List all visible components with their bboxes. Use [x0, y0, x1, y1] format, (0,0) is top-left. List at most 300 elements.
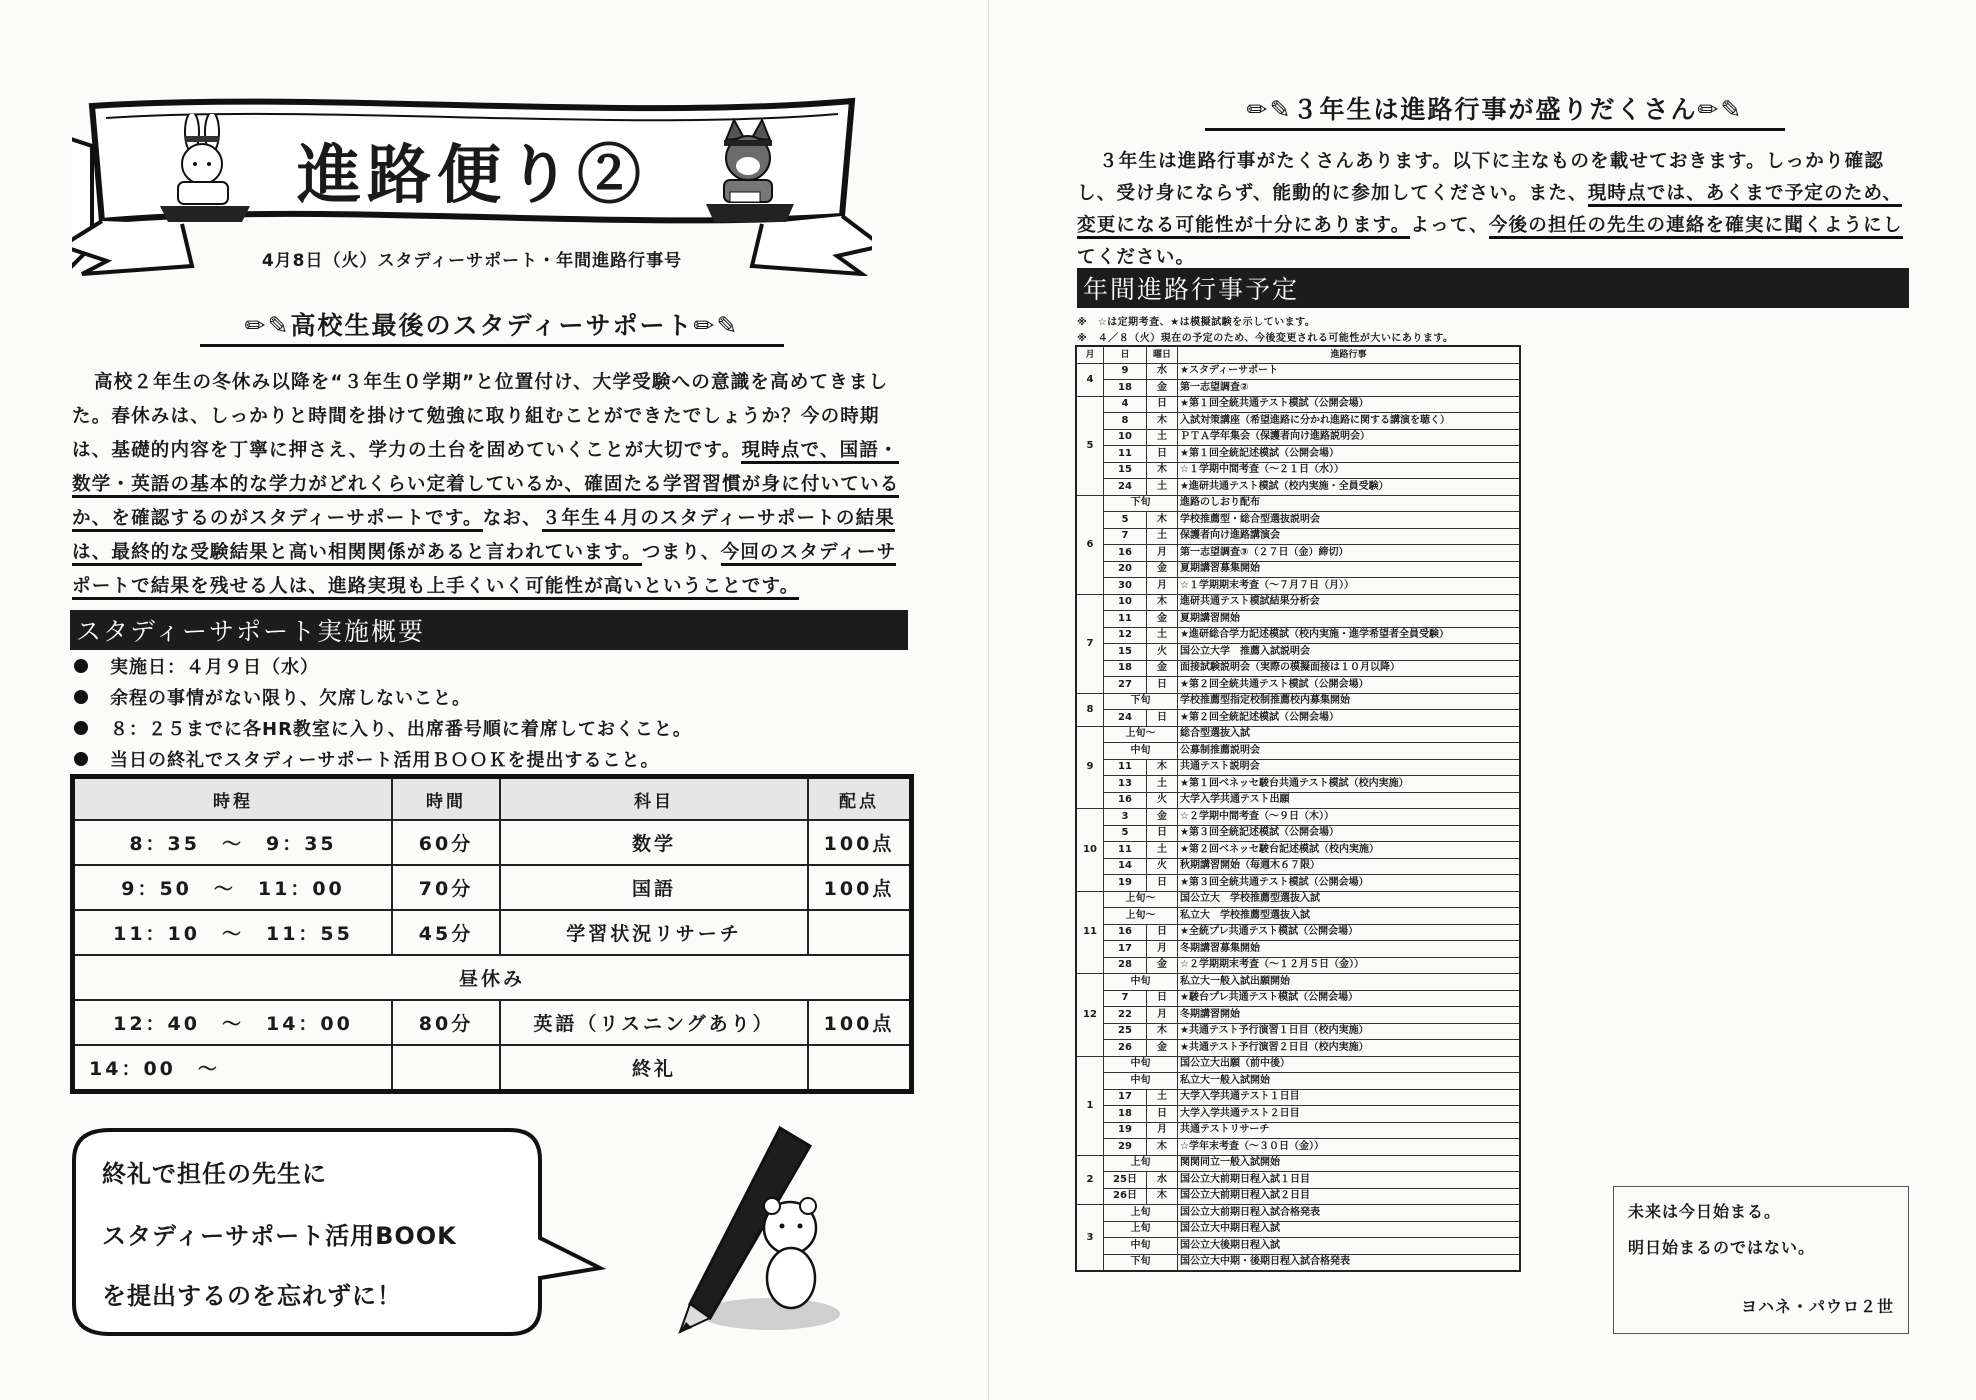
table-row	[1076, 479, 1520, 496]
cell-event: 冬期講習開始	[1178, 1007, 1521, 1024]
cell-event: ★第３回全統記述模試（公開会場）	[1178, 825, 1521, 842]
cell-event: 面接試験説明会（実際の模擬面接は１０月以降）	[1178, 660, 1521, 677]
right-page	[988, 0, 1976, 1400]
cell-event: 私立大一般入試開始	[1178, 1073, 1521, 1090]
cell-points: 100点	[808, 820, 912, 865]
cell-day: 3	[1104, 809, 1147, 826]
table-row	[1076, 594, 1520, 611]
table-row	[73, 820, 912, 865]
cell-day: 7	[1104, 990, 1147, 1007]
bubble-line-2: スタディーサポート活用BOOK	[102, 1222, 457, 1250]
cell-weekday: 火	[1147, 644, 1178, 661]
events-text-1: ３年生は進路行事がたくさんあります。以下に主なものを載せておきます。しっかり確認し、受け身にならず、能動的に参加してください。また、	[1077, 151, 1885, 204]
cell-subject: 英語（リスニングあり）	[500, 1000, 808, 1045]
list-item	[74, 712, 914, 743]
table-row	[1076, 528, 1520, 545]
col-header-time: 時程	[73, 777, 393, 821]
table-row	[1076, 380, 1520, 397]
cell-day: 14	[1104, 858, 1147, 875]
bullet-icon	[74, 721, 88, 735]
cell-day: 19	[1104, 875, 1147, 892]
overview-bar: スタディーサポート実施概要	[70, 610, 908, 650]
cell-day: 5	[1104, 512, 1147, 529]
cell-weekday: 木	[1147, 512, 1178, 529]
cell-day: 26	[1104, 1040, 1147, 1057]
cell-event: 冬期講習募集開始	[1178, 941, 1521, 958]
cell-event: 総合型選抜入試	[1178, 726, 1521, 743]
cell-event: 共通テスト説明会	[1178, 759, 1521, 776]
bullet-icon	[74, 659, 88, 673]
cell-period: 上旬～	[1104, 726, 1178, 743]
bullet-icon	[74, 752, 88, 766]
cell-event: 関関同立一般入試開始	[1178, 1155, 1521, 1172]
table-row	[1076, 677, 1520, 694]
events-col-month: 月	[1076, 346, 1104, 363]
cell-weekday: 土	[1147, 528, 1178, 545]
intro-underline-1: 現時点で、国語・数学・英語の基本的な学力がどれくらい定着しているか、確固たる学習習慣が身に付いているか、を確認するのがスタディーサポートです。	[72, 440, 899, 532]
bullet-text: 余程の事情がない限り、欠席しないこと。	[110, 687, 471, 709]
overview-list	[74, 650, 914, 774]
cell-event: 大学入学共通テスト出願	[1178, 792, 1521, 809]
cell-event: 共通テストリサーチ	[1178, 1122, 1521, 1139]
cell-day: 11	[1104, 446, 1147, 463]
table-row	[1076, 1106, 1520, 1123]
table-row	[1076, 1155, 1520, 1172]
cell-period: 中旬	[1104, 974, 1178, 991]
cell-event: 保護者向け進路講演会	[1178, 528, 1521, 545]
cell-event: ★第２回ベネッセ駿台記述模試（校内実施）	[1178, 842, 1521, 859]
cell-weekday: 土	[1147, 1089, 1178, 1106]
table-row	[1076, 792, 1520, 809]
quote-line-2: 明日始まるのではない。	[1628, 1238, 1816, 1257]
cell-event: ☆１学期中間考査（～２１日（水））	[1178, 462, 1521, 479]
table-row	[1076, 495, 1520, 512]
cell-period: 上旬	[1104, 1155, 1178, 1172]
cell-weekday: 土	[1147, 479, 1178, 496]
page-title: 進路便り②	[297, 138, 647, 213]
cell-month: 9	[1076, 726, 1104, 809]
table-row	[1076, 726, 1520, 743]
events-text-2: よって、	[1410, 215, 1489, 236]
cell-weekday: 木	[1147, 759, 1178, 776]
rabbit-mascot-icon	[150, 114, 260, 224]
cell-event: ★第２回全統共通テスト模試（公開会場）	[1178, 677, 1521, 694]
cell-day: 18	[1104, 1106, 1147, 1123]
cell-day: 24	[1104, 479, 1147, 496]
list-item	[74, 681, 914, 712]
annual-events-table	[1075, 345, 1521, 1272]
table-row	[1076, 644, 1520, 661]
cell-event: 国公立大学 推薦入試説明会	[1178, 644, 1521, 661]
cell-day: 4	[1104, 396, 1147, 413]
cell-event: ★第２回全統記述模試（公開会場）	[1178, 710, 1521, 727]
cell-event: ☆２学期中間考査（～９日（木））	[1178, 809, 1521, 826]
cell-day: 16	[1104, 924, 1147, 941]
cell-subject: 数学	[500, 820, 808, 865]
table-row	[1076, 561, 1520, 578]
bubble-line-3: を提出するのを忘れずに！	[102, 1282, 402, 1310]
cell-day: 25日	[1104, 1172, 1147, 1189]
cell-day: 15	[1104, 462, 1147, 479]
reminder-speech-bubble	[70, 1128, 590, 1336]
cell-event: 大学入学共通テスト２日目	[1178, 1106, 1521, 1123]
cell-day: 28	[1104, 957, 1147, 974]
cell-event: ★駿台プレ共通テスト模試（公開会場）	[1178, 990, 1521, 1007]
table-row-lunch	[73, 955, 912, 1000]
table-row	[1076, 710, 1520, 727]
cell-period: 上旬～	[1104, 891, 1178, 908]
cell-day: 20	[1104, 561, 1147, 578]
cell-event: 私立大一般入試出願開始	[1178, 974, 1521, 991]
table-row	[1076, 743, 1520, 760]
cell-weekday: 金	[1147, 380, 1178, 397]
table-row	[1076, 858, 1520, 875]
schedule-note-2: ※ ４／８（火）現在の予定のため、今後変更される可能性が大いにあります。	[1077, 333, 1454, 344]
cell-event: 国公立大後期日程入試	[1178, 1238, 1521, 1255]
events-col-day: 日	[1104, 346, 1147, 363]
cell-period: 上旬	[1104, 1205, 1178, 1222]
table-row	[1076, 825, 1520, 842]
bullet-text: ８：２５までに各HR教室に入り、出席番号順に着席しておくこと。	[110, 718, 692, 740]
cell-time: 11：10 ～ 11：55	[73, 910, 393, 955]
cell-points: 100点	[808, 865, 912, 910]
cell-period: 上旬～	[1104, 908, 1178, 925]
cell-event: 学校推薦型・総合型選抜説明会	[1178, 512, 1521, 529]
schedule-note-1: ※ ☆は定期考査、★は模擬試験を示しています。	[1077, 317, 1316, 328]
cell-period: 下旬	[1104, 495, 1178, 512]
fox-mascot-icon	[694, 114, 804, 224]
table-row	[1076, 1073, 1520, 1090]
table-row	[1076, 413, 1520, 430]
cell-event: 私立大 学校推薦型選抜入試	[1178, 908, 1521, 925]
cell-weekday: 金	[1147, 1040, 1178, 1057]
cell-duration: 70分	[392, 865, 500, 910]
cell-weekday: 月	[1147, 545, 1178, 562]
table-row	[1076, 545, 1520, 562]
cell-day: 7	[1104, 528, 1147, 545]
cell-day: 24	[1104, 710, 1147, 727]
cell-weekday: 金	[1147, 809, 1178, 826]
table-row	[1076, 1205, 1520, 1222]
cell-day: 18	[1104, 380, 1147, 397]
cell-period: 中旬	[1104, 743, 1178, 760]
table-row	[1076, 842, 1520, 859]
table-row	[1076, 396, 1520, 413]
cell-lunch: 昼休み	[73, 955, 912, 1000]
cell-day: 27	[1104, 677, 1147, 694]
cell-day: 12	[1104, 627, 1147, 644]
cell-event: ☆１学期期末考査（～７月７日（月））	[1178, 578, 1521, 595]
cell-time: 14：00 ～	[73, 1045, 393, 1092]
cell-day: 26日	[1104, 1188, 1147, 1205]
cell-event: 夏期講習募集開始	[1178, 561, 1521, 578]
cell-month: 8	[1076, 693, 1104, 726]
cell-event: 第一志望調査③（２７日（金）締切）	[1178, 545, 1521, 562]
table-row	[1076, 1172, 1520, 1189]
cell-day: 11	[1104, 842, 1147, 859]
events-header-row	[1076, 346, 1520, 363]
table-row	[1076, 1221, 1520, 1238]
table-header-row	[73, 777, 912, 821]
events-col-event: 進路行事	[1178, 346, 1521, 363]
cell-event: 入試対策講座（希望進路に分かれ進路に関する講演を聴く）	[1178, 413, 1521, 430]
cell-time: 9：50 ～ 11：00	[73, 865, 393, 910]
cell-weekday: 金	[1147, 957, 1178, 974]
table-row	[1076, 891, 1520, 908]
cell-event: 進路のしおり配布	[1178, 495, 1521, 512]
table-row	[1076, 776, 1520, 793]
cell-weekday: 金	[1147, 611, 1178, 628]
table-row	[73, 1000, 912, 1045]
page-subtitle: 4月8日（火）スタディーサポート・年間進路行事号	[261, 251, 683, 271]
quote-box	[1613, 1186, 1909, 1334]
events-table-body	[1076, 363, 1520, 1271]
cell-day: 9	[1104, 363, 1147, 380]
table-row	[1076, 1139, 1520, 1156]
annual-schedule-bar: 年間進路行事予定	[1077, 268, 1909, 308]
table-row	[1076, 627, 1520, 644]
table-row	[1076, 974, 1520, 991]
intro-text-1: 高校２年生の冬休み以降を“３年生０学期”と位置付け、大学受験への意識を高めてきました。春休みは、しっかりと時間を掛けて勉強に取り組むことができたでしょうか？今の時期は、基礎的内容を丁寧に押さえ、学力の土台を固めていくことが大切です。	[72, 372, 889, 461]
cell-event: 夏期講習開始	[1178, 611, 1521, 628]
table-row	[1076, 660, 1520, 677]
intro-underline-3: 今回のスタディーサポートで結果を残せる人は、進路実現も上手くいく可能性が高いということです。	[72, 542, 896, 600]
cell-day: 17	[1104, 1089, 1147, 1106]
table-row	[1076, 429, 1520, 446]
cell-weekday: 日	[1147, 710, 1178, 727]
cell-weekday: 火	[1147, 858, 1178, 875]
cell-weekday: 木	[1147, 462, 1178, 479]
cell-weekday: 火	[1147, 792, 1178, 809]
table-row	[1076, 924, 1520, 941]
events-intro-paragraph	[1077, 146, 1909, 274]
cell-duration: 45分	[392, 910, 500, 955]
bullet-text: 当日の終礼でスタディーサポート活用ＢＯＯＫを提出すること。	[110, 749, 660, 771]
table-row	[1076, 1238, 1520, 1255]
cell-weekday: 水	[1147, 363, 1178, 380]
cell-weekday: 月	[1147, 578, 1178, 595]
cell-duration	[392, 1045, 500, 1092]
table-row	[1076, 1056, 1520, 1073]
table-row	[1076, 875, 1520, 892]
table-row	[1076, 1007, 1520, 1024]
cell-day: 30	[1104, 578, 1147, 595]
cell-points	[808, 1045, 912, 1092]
cell-time: 8：35 ～ 9：35	[73, 820, 393, 865]
cell-event: 学校推薦型指定校制推薦校内募集開始	[1178, 693, 1521, 710]
cell-duration: 80分	[392, 1000, 500, 1045]
intro-underline-2: ３年生４月のスタディーサポートの結果は、最終的な受験結果と高い相関関係があると言われています。	[72, 508, 895, 566]
cell-duration: 60分	[392, 820, 500, 865]
cell-event: 国公立大中期日程入試	[1178, 1221, 1521, 1238]
cell-day: 11	[1104, 611, 1147, 628]
cell-weekday: 木	[1147, 1139, 1178, 1156]
list-item	[74, 650, 914, 681]
cell-period: 中旬	[1104, 1073, 1178, 1090]
table-row	[1076, 1188, 1520, 1205]
cell-event: ★第１回ベネッセ駿台共通テスト模試（校内実施）	[1178, 776, 1521, 793]
cell-weekday: 月	[1147, 941, 1178, 958]
cell-weekday: 土	[1147, 776, 1178, 793]
cell-month: 7	[1076, 594, 1104, 693]
list-item	[74, 743, 914, 774]
table-row	[1076, 462, 1520, 479]
cell-day: 15	[1104, 644, 1147, 661]
cell-weekday: 金	[1147, 561, 1178, 578]
cell-event: ★共通テスト予行演習１日目（校内実施）	[1178, 1023, 1521, 1040]
cell-event: ★第１回全統記述模試（公開会場）	[1178, 446, 1521, 463]
cell-day: 16	[1104, 792, 1147, 809]
cell-weekday: 土	[1147, 842, 1178, 859]
cell-event: 国公立大 学校推薦型選抜入試	[1178, 891, 1521, 908]
cell-weekday: 水	[1147, 1172, 1178, 1189]
cell-weekday: 月	[1147, 1122, 1178, 1139]
table-row	[1076, 759, 1520, 776]
table-row	[1076, 611, 1520, 628]
table-row	[1076, 363, 1520, 380]
cell-weekday: 金	[1147, 660, 1178, 677]
col-header-duration: 時間	[392, 777, 500, 821]
section-heading-study-support: ✏✎高校生最後のスタディーサポート✏✎	[200, 306, 784, 347]
cell-month: 2	[1076, 1155, 1104, 1205]
cell-event: 秋期講習開始（毎週木６７限）	[1178, 858, 1521, 875]
events-underline-2: 今後の担任の先生の連絡を確実に聞くようにしてください。	[1077, 215, 1903, 271]
cell-day: 10	[1104, 429, 1147, 446]
cell-event: ☆２学期期末考査（～１２月５日（金））	[1178, 957, 1521, 974]
cell-month: 5	[1076, 396, 1104, 495]
cell-period: 下旬	[1104, 693, 1178, 710]
col-header-subject: 科目	[500, 777, 808, 821]
bullet-icon	[74, 690, 88, 704]
cell-event: ★スタディーサポート	[1178, 363, 1521, 380]
cell-period: 中旬	[1104, 1238, 1178, 1255]
cell-event: 国公立大中期・後期日程入試合格発表	[1178, 1254, 1521, 1271]
cell-event: ★進研総合学力記述模試（校内実施・進学希望者全員受験）	[1178, 627, 1521, 644]
schedule-table	[70, 774, 914, 1094]
cell-day: 16	[1104, 545, 1147, 562]
cell-day: 22	[1104, 1007, 1147, 1024]
section-heading-events: ✏✎３年生は進路行事が盛りだくさん✏✎	[1205, 90, 1785, 131]
cell-month: 12	[1076, 974, 1104, 1057]
cell-weekday: 日	[1147, 990, 1178, 1007]
cell-event: 大学入学共通テスト１日目	[1178, 1089, 1521, 1106]
cell-points	[808, 910, 912, 955]
cell-event: ☆学年末考査（～３０日（金））	[1178, 1139, 1521, 1156]
table-row	[1076, 1023, 1520, 1040]
cell-event: 国公立大前期日程入試１日目	[1178, 1172, 1521, 1189]
cell-day: 17	[1104, 941, 1147, 958]
cell-weekday: 日	[1147, 924, 1178, 941]
bullet-text: 実施日：４月９日（水）	[110, 656, 319, 678]
cell-event: ★第１回全統共通テスト模試（公開会場）	[1178, 396, 1521, 413]
quote-author: ヨハネ・パウロ２世	[1740, 1297, 1894, 1316]
cell-month: 11	[1076, 891, 1104, 974]
cell-day: 13	[1104, 776, 1147, 793]
table-row	[73, 910, 912, 955]
table-row	[1076, 1089, 1520, 1106]
cell-day: 19	[1104, 1122, 1147, 1139]
cell-period: 下旬	[1104, 1254, 1178, 1271]
cell-period: 上旬	[1104, 1221, 1178, 1238]
cell-weekday: 日	[1147, 396, 1178, 413]
cell-day: 18	[1104, 660, 1147, 677]
cell-weekday: 木	[1147, 1023, 1178, 1040]
cell-day: 29	[1104, 1139, 1147, 1156]
table-row	[1076, 512, 1520, 529]
quote-line-1: 未来は今日始まる。	[1628, 1202, 1782, 1221]
cell-day: 10	[1104, 594, 1147, 611]
table-row	[1076, 941, 1520, 958]
cell-day: 11	[1104, 759, 1147, 776]
cell-event: 第一志望調査②	[1178, 380, 1521, 397]
cell-time: 12：40 ～ 14：00	[73, 1000, 393, 1045]
table-row	[1076, 990, 1520, 1007]
intro-text-3: つまり、	[641, 542, 721, 563]
cell-weekday: 日	[1147, 446, 1178, 463]
cell-event: ★全統プレ共通テスト模試（公開会場）	[1178, 924, 1521, 941]
col-header-points: 配点	[808, 777, 912, 821]
cell-event: ★進研共通テスト模試（校内実施・全員受験）	[1178, 479, 1521, 496]
cell-event: ★共通テスト予行演習２日目（校内実施）	[1178, 1040, 1521, 1057]
table-row	[1076, 693, 1520, 710]
cell-event: 公募制推薦説明会	[1178, 743, 1521, 760]
cell-month: 1	[1076, 1056, 1104, 1155]
cell-weekday: 木	[1147, 1188, 1178, 1205]
cell-day: 25	[1104, 1023, 1147, 1040]
cell-event: 進研共通テスト模試結果分析会	[1178, 594, 1521, 611]
cell-event: ★第３回全統共通テスト模試（公開会場）	[1178, 875, 1521, 892]
cell-weekday: 土	[1147, 429, 1178, 446]
table-row	[73, 1045, 912, 1092]
cell-event: 国公立大出願（前中後）	[1178, 1056, 1521, 1073]
intro-paragraph	[72, 366, 908, 604]
cell-period: 中旬	[1104, 1056, 1178, 1073]
table-row	[1076, 1040, 1520, 1057]
cell-weekday: 月	[1147, 1007, 1178, 1024]
table-row	[1076, 908, 1520, 925]
cell-month: 3	[1076, 1205, 1104, 1272]
table-row	[1076, 1122, 1520, 1139]
cell-month: 10	[1076, 809, 1104, 892]
cell-weekday: 日	[1147, 1106, 1178, 1123]
cell-weekday: 土	[1147, 627, 1178, 644]
cell-day: 8	[1104, 413, 1147, 430]
title-ribbon	[72, 96, 872, 276]
events-underline-1: 現時点では、あくまで予定のため、変更になる可能性が十分にあります。	[1077, 183, 1902, 239]
cell-event: 国公立大前期日程入試合格発表	[1178, 1205, 1521, 1222]
table-row	[1076, 578, 1520, 595]
cell-day: 5	[1104, 825, 1147, 842]
cell-weekday: 日	[1147, 825, 1178, 842]
table-row	[73, 865, 912, 910]
intro-text-2: なお、	[482, 508, 542, 529]
cell-month: 4	[1076, 363, 1104, 396]
events-col-weekday: 曜日	[1147, 346, 1178, 363]
pencil-bear-icon	[660, 1118, 850, 1338]
cell-weekday: 木	[1147, 594, 1178, 611]
table-row	[1076, 1254, 1520, 1271]
cell-weekday: 日	[1147, 677, 1178, 694]
table-row	[1076, 446, 1520, 463]
bubble-line-1: 終礼で担任の先生に	[102, 1160, 327, 1188]
cell-event: ＰＴＡ学年集会（保護者向け進路説明会）	[1178, 429, 1521, 446]
cell-event: 国公立大前期日程入試２日目	[1178, 1188, 1521, 1205]
table-row	[1076, 957, 1520, 974]
table-row	[1076, 809, 1520, 826]
cell-subject: 国語	[500, 865, 808, 910]
cell-points: 100点	[808, 1000, 912, 1045]
cell-month: 6	[1076, 495, 1104, 594]
